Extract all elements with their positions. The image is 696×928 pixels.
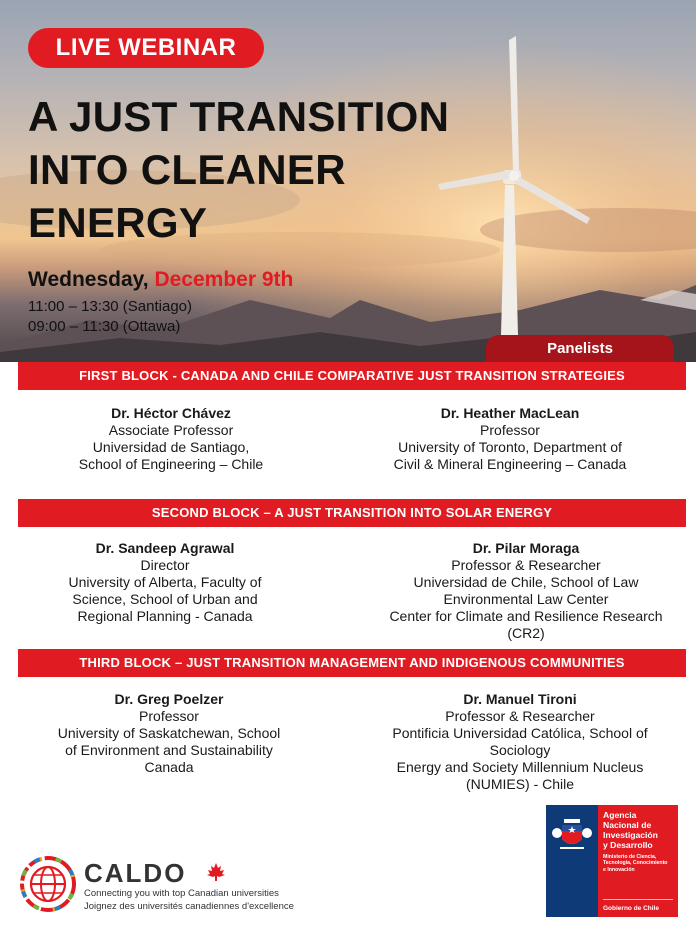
panelist-manuel-tironi bbox=[370, 691, 670, 793]
panelist-detail: Sociology bbox=[489, 742, 551, 758]
anid-name-line: Investigación bbox=[603, 830, 658, 840]
panelist-greg-poelzer bbox=[19, 691, 319, 776]
panelist-detail: University of Saskatchewan, School bbox=[57, 725, 281, 741]
anid-ministry-line: e Innovación bbox=[603, 866, 635, 873]
panelist-detail: Professor & Researcher bbox=[445, 708, 595, 724]
panelist-name: Dr. Heather MacLean bbox=[440, 405, 580, 421]
anid-logo bbox=[546, 805, 678, 917]
anid-text-panel bbox=[598, 805, 678, 917]
panelist-detail: Universidad de Chile, School of Law bbox=[413, 574, 639, 590]
panelist-sandeep-agrawal bbox=[15, 540, 315, 625]
page-title bbox=[28, 90, 468, 249]
panelist-name: Dr. Sandeep Agrawal bbox=[95, 540, 235, 556]
panelist-name: Dr. Greg Poelzer bbox=[114, 691, 224, 707]
caldo-logo bbox=[20, 856, 320, 916]
panelist-detail: Professor bbox=[480, 422, 540, 438]
panelist-detail: (NUMIES) - Chile bbox=[465, 776, 575, 792]
panelist-detail: School of Engineering – Chile bbox=[78, 456, 264, 472]
caldo-tagline-fr: Joignez des universités canadiennes d'excellence bbox=[84, 901, 294, 912]
block-title-second: SECOND BLOCK – A JUST TRANSITION INTO SOLAR ENERGY bbox=[18, 499, 686, 527]
caldo-wordmark: CALDO bbox=[84, 858, 187, 888]
panelist-detail: (CR2) bbox=[507, 625, 545, 641]
panelist-name: Dr. Manuel Tironi bbox=[463, 691, 577, 707]
time-ottawa: 09:00 – 11:30 (Ottawa) bbox=[28, 318, 181, 335]
block-title-first: FIRST BLOCK - CANADA AND CHILE COMPARATIVE JUST TRANSITION STRATEGIES bbox=[18, 362, 686, 390]
title-line: ENERGY bbox=[28, 199, 208, 246]
panelist-detail: Pontificia Universidad Católica, School of bbox=[392, 725, 648, 741]
panelists-tab: Panelists bbox=[486, 335, 674, 362]
panelist-detail: Regional Planning - Canada bbox=[77, 608, 253, 624]
panelist-detail: Professor bbox=[139, 708, 199, 724]
panelist-detail: Energy and Society Millennium Nucleus bbox=[396, 759, 644, 775]
divider bbox=[603, 899, 673, 900]
live-webinar-badge: LIVE WEBINAR bbox=[28, 28, 264, 68]
panelist-heather-maclean bbox=[360, 405, 660, 473]
event-date-highlight: December 9th bbox=[154, 268, 294, 291]
panelist-detail: Director bbox=[140, 557, 190, 573]
panelist-detail: Canada bbox=[144, 759, 194, 775]
caldo-tagline-en: Connecting you with top Canadian universities bbox=[84, 888, 279, 899]
title-line: INTO CLEANER bbox=[28, 146, 346, 193]
panelist-detail: Environmental Law Center bbox=[443, 591, 609, 607]
title-line: A JUST TRANSITION bbox=[28, 93, 450, 140]
panelist-detail: Professor & Researcher bbox=[451, 557, 601, 573]
event-date bbox=[28, 268, 293, 292]
maple-leaf-icon bbox=[206, 862, 226, 882]
event-day: Wednesday, bbox=[28, 268, 149, 291]
anid-name-line: y Desarrollo bbox=[603, 840, 653, 850]
anid-name-line: Nacional de bbox=[603, 820, 652, 830]
block-title-third: THIRD BLOCK – JUST TRANSITION MANAGEMENT AND INDIGENOUS COMMUNITIES bbox=[18, 649, 686, 677]
anid-emblem-panel bbox=[546, 805, 598, 917]
panelist-name: Dr. Pilar Moraga bbox=[472, 540, 580, 556]
panelist-detail: Associate Professor bbox=[108, 422, 234, 438]
anid-ministry-line: Ministerio de Ciencia, bbox=[603, 854, 657, 860]
panelist-name: Dr. Héctor Chávez bbox=[111, 405, 231, 421]
time-santiago: 11:00 – 13:30 (Santiago) bbox=[28, 298, 193, 315]
anid-ministry-line: Tecnología, Conocimiento bbox=[603, 860, 668, 867]
panelist-detail: University of Alberta, Faculty of bbox=[68, 574, 262, 590]
panelist-detail: University of Toronto, Department of bbox=[398, 439, 622, 455]
anid-government-label: Gobierno de Chile bbox=[603, 905, 659, 912]
panelist-detail: of Environment and Sustainability bbox=[65, 742, 273, 758]
panelist-detail: Civil & Mineral Engineering – Canada bbox=[393, 456, 627, 472]
chile-coat-of-arms-icon bbox=[546, 811, 598, 861]
globe-logo-icon bbox=[20, 856, 76, 912]
panelist-detail: Universidad de Santiago, bbox=[92, 439, 250, 455]
anid-name-line: Agencia bbox=[603, 810, 637, 820]
panelist-pilar-moraga bbox=[376, 540, 676, 642]
panelist-detail: Science, School of Urban and bbox=[72, 591, 258, 607]
panelist-hector-chavez bbox=[21, 405, 321, 473]
panelist-detail: Center for Climate and Resilience Research bbox=[389, 608, 663, 624]
